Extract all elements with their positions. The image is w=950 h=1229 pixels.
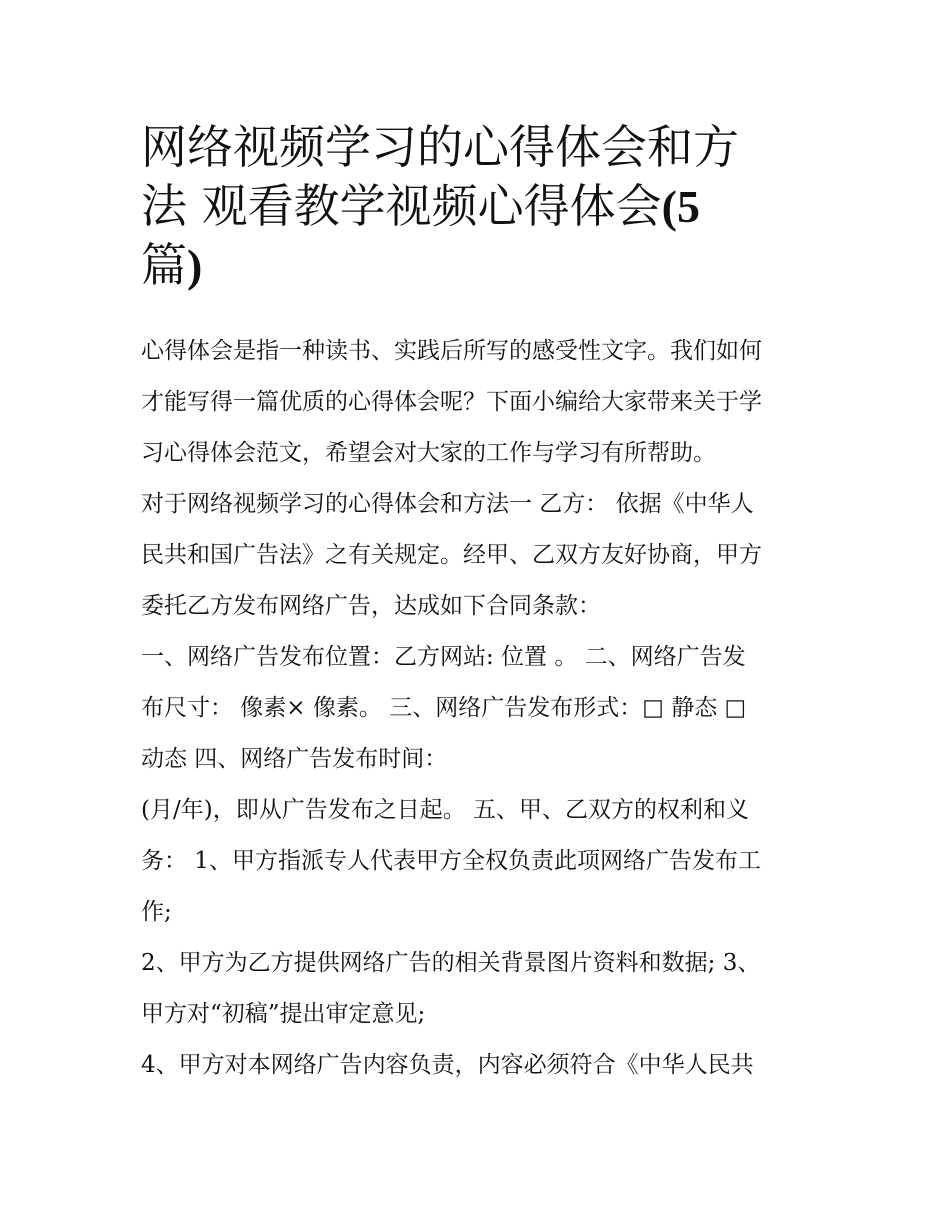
text-line: 2、甲方为乙方提供网络广告的相关背景图片资料和数据; 3、 xyxy=(141,950,761,976)
paragraph-clause-2-3 xyxy=(141,938,813,1040)
text-line: 布尺寸： 像素× 像素。 三、网络广告发布形式：□ 静态 □ xyxy=(141,695,747,721)
text-line: (月/年)，即从广告发布之日起。 五、甲、乙双方的权利和义 xyxy=(141,797,750,823)
title-line-2-text: 法 观看教学视频心得体会 xyxy=(141,179,662,233)
text-line: 动态 四、网络广告发布时间： xyxy=(141,746,448,772)
text-line: 习心得体会范文，希望会对大家的工作与学习有所帮助。 xyxy=(141,440,716,466)
title-count-open: (5 xyxy=(661,181,700,232)
paragraph-rights-duties xyxy=(141,785,813,938)
title-count-close: ) xyxy=(187,240,203,291)
text-line: 才能写得一篇优质的心得体会呢？下面小编给大家带来关于学 xyxy=(141,389,762,415)
text-line: 务： 1、甲方指派专人代表甲方全权负责此项网络广告发布工 xyxy=(141,848,761,874)
text-line: 民共和国广告法》之有关规定。经甲、乙双方友好协商，甲方 xyxy=(141,542,762,568)
text-line: 4、甲方对本网络广告内容负责，内容必须符合《中华人民共 xyxy=(141,1052,754,1078)
title-line-1: 网络视频学习的心得体会和方 xyxy=(141,120,739,174)
title-line-3 xyxy=(141,236,813,295)
paragraph-intro xyxy=(141,326,813,479)
paragraph-clause-4 xyxy=(141,1040,813,1091)
document-body xyxy=(141,326,813,1091)
text-line: 心得体会是指一种读书、实践后所写的感受性文字。我们如何 xyxy=(141,338,762,364)
paragraph-ad-terms xyxy=(141,632,813,785)
text-line: 对于网络视频学习的心得体会和方法一 乙方： 依据《中华人 xyxy=(141,491,754,517)
title-line-3-text: 篇 xyxy=(141,238,187,292)
document-content xyxy=(141,118,813,1091)
text-line: 作; xyxy=(141,899,172,925)
title-line-2 xyxy=(141,177,813,236)
paragraph-contract-intro xyxy=(141,479,813,632)
text-line: 一、网络广告发布位置：乙方网站: 位置 。 二、网络广告发 xyxy=(141,644,746,670)
document-title xyxy=(141,118,813,295)
text-line: 甲方对“初稿”提出审定意见; xyxy=(141,1001,426,1027)
text-line: 委托乙方发布网络广告，达成如下合同条款： xyxy=(141,593,601,619)
